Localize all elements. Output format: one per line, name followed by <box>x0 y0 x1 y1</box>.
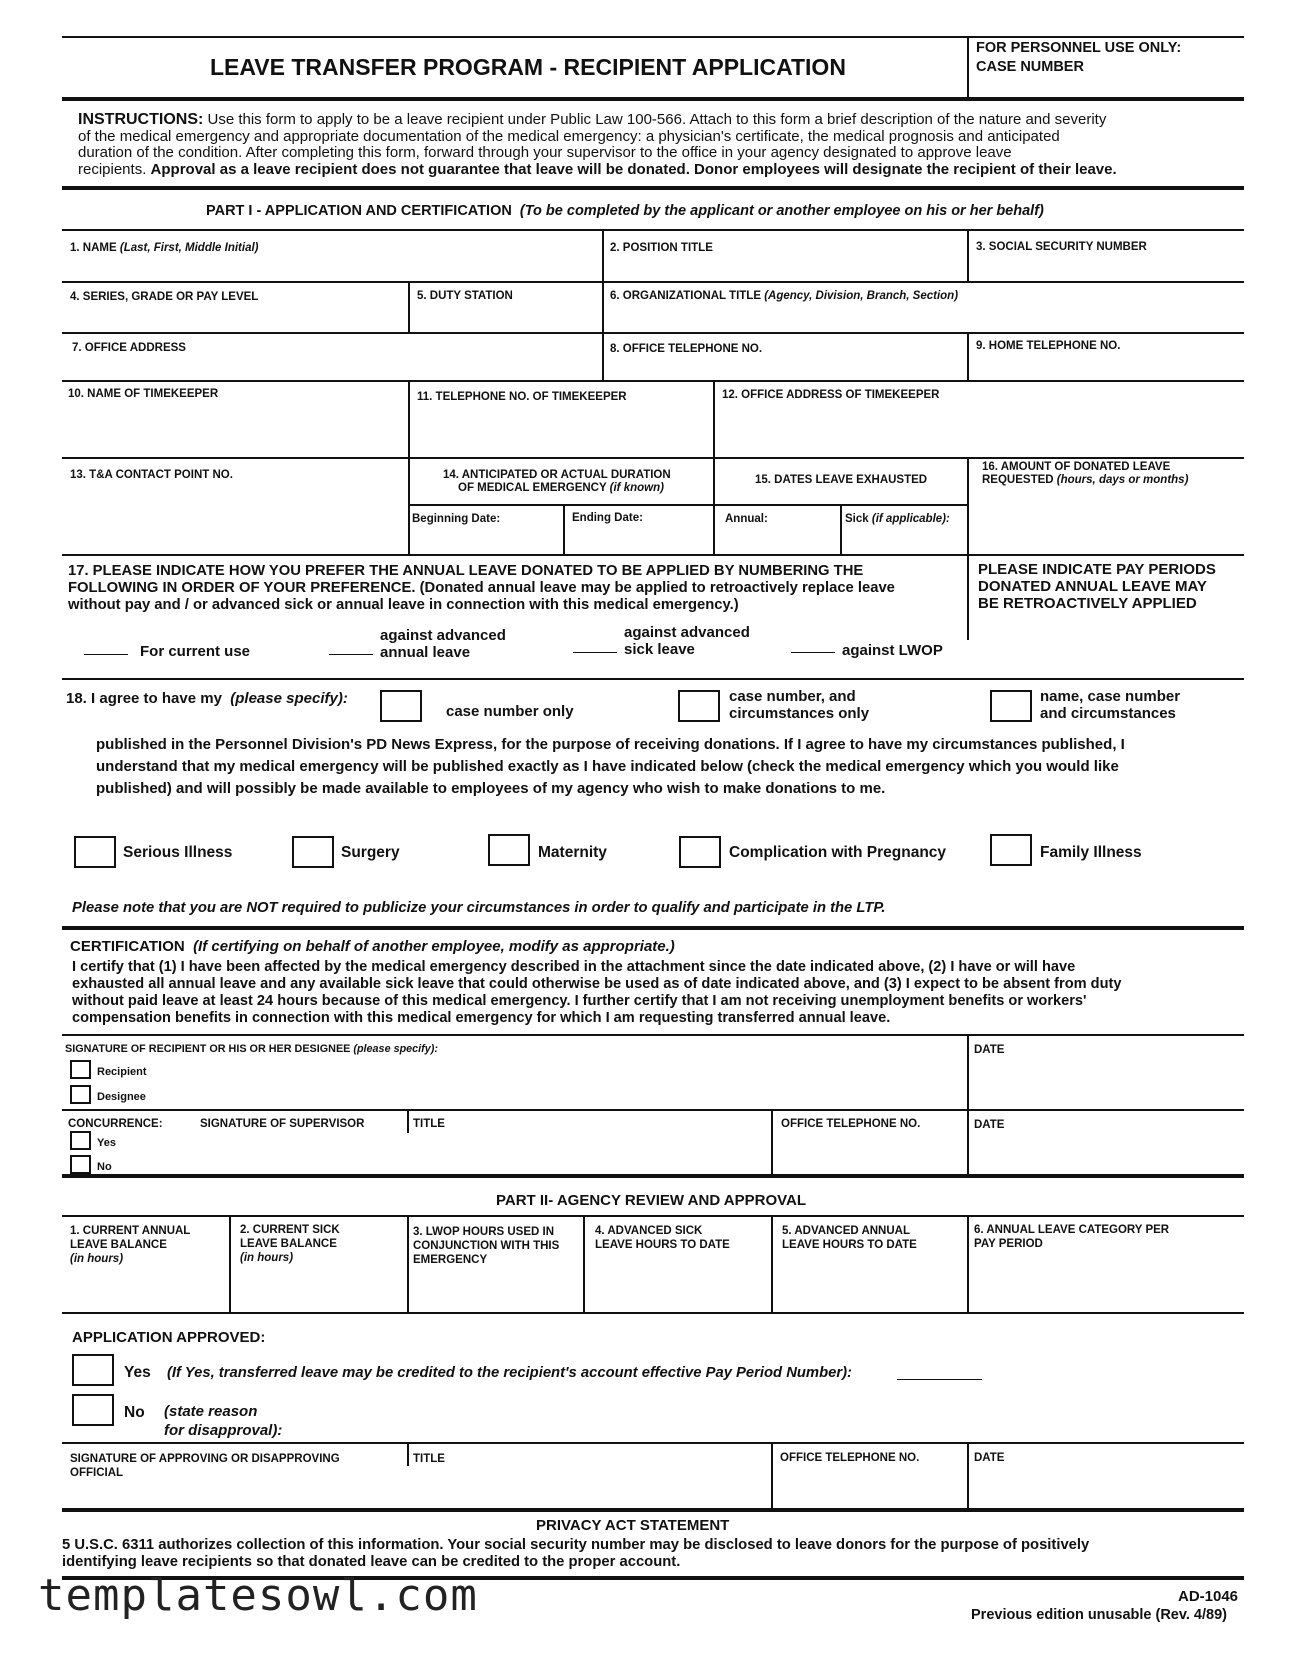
certification-title: CERTIFICATION (If certifying on behalf of another employee, modify as appropriate.) <box>70 938 675 955</box>
instructions-label: INSTRUCTIONS: <box>78 111 204 128</box>
concurrence-yes-label: Yes <box>97 1137 116 1149</box>
field-14-label-line1: 14. ANTICIPATED OR ACTUAL DURATION <box>443 469 671 481</box>
sick-label: Sick (if applicable): <box>845 513 950 525</box>
divider <box>407 1215 409 1313</box>
approving-title-label: TITLE <box>413 1453 445 1465</box>
divider <box>967 332 969 381</box>
annual-exhausted-field[interactable] <box>718 528 836 550</box>
disapproval-reason-label: (state reason for disapproval): <box>164 1403 283 1439</box>
supervisor-date-field[interactable] <box>976 1136 1238 1170</box>
row-rule <box>62 1109 1244 1111</box>
part2-col5-label: 5. ADVANCED ANNUAL LEAVE HOURS TO DATE <box>782 1225 917 1251</box>
row-rule <box>408 504 967 506</box>
cert-line3: without paid leave at least 24 hours because of this medical emergency. I further certify that I am not receiving unemployment benefits or workers' <box>72 993 1087 1009</box>
option-advanced-annual: against advanced annual leave <box>380 627 506 661</box>
instructions-line1: Use this form to apply to be a leave recipient under Public Law 100-566. Attach to this form a brief description of the nature and severity <box>207 111 1107 128</box>
recipient-checkbox[interactable] <box>70 1060 91 1079</box>
item18-lead: 18. I agree to have my (please specify): <box>66 690 348 707</box>
item18-para1: published in the Personnel Division's PD News Express, for the purpose of receiving donations. If I agree to have my circumstances published, I <box>96 736 1125 753</box>
field-10-label: 10. NAME OF TIMEKEEPER <box>68 388 219 400</box>
instructions-line4a: recipients. <box>78 160 147 178</box>
concurrence-label: CONCURRENCE: <box>68 1118 163 1130</box>
ending-date-field[interactable] <box>568 528 710 550</box>
privacy-line1: 5 U.S.C. 6311 authorizes collection of this information. Your social security number may be disclosed to leave donors for the purpose of positively <box>62 1537 1090 1553</box>
ssn-field[interactable] <box>978 256 1238 278</box>
case-number-label: CASE NUMBER <box>976 59 1084 75</box>
item18-para2: understand that my medical emergency will be published exactly as I have indicated below (check the medical emergency which you would like <box>96 758 1119 775</box>
advanced-sick-field[interactable] <box>592 1268 766 1308</box>
row-rule <box>62 457 1244 459</box>
family-illness-label: Family Illness <box>1040 844 1142 861</box>
divider <box>967 1034 969 1175</box>
concurrence-no-label: No <box>97 1161 112 1173</box>
supervisor-date-label: DATE <box>974 1119 1005 1131</box>
instructions-bottom-rule <box>62 186 1244 190</box>
part2-col1-label: 1. CURRENT ANNUAL LEAVE BALANCE (in hours) <box>70 1225 191 1265</box>
home-telephone-field[interactable] <box>978 356 1238 378</box>
lwop-blank[interactable] <box>791 652 835 653</box>
divider <box>407 1111 409 1133</box>
concurrence-yes-checkbox[interactable] <box>70 1131 91 1150</box>
section-rule <box>62 926 1244 930</box>
option-advanced-sick: against advanced sick leave <box>624 624 750 658</box>
item17-line2: FOLLOWING IN ORDER OF YOUR PREFERENCE. (Donated annual leave may be applied to retroactively replace leave <box>68 580 895 596</box>
ta-contact-field[interactable] <box>72 485 402 549</box>
header-divider <box>967 36 969 98</box>
pay-line1: PLEASE INDICATE PAY PERIODS <box>978 561 1216 578</box>
field-13-label: 13. T&A CONTACT POINT NO. <box>70 469 233 481</box>
position-title-field[interactable] <box>612 256 957 278</box>
donated-leave-amount-field[interactable] <box>978 490 1238 550</box>
surgery-checkbox[interactable] <box>292 836 334 868</box>
advanced-annual-blank[interactable] <box>329 654 373 655</box>
organizational-title-field[interactable] <box>612 305 1232 327</box>
divider <box>602 229 604 282</box>
divider <box>967 554 969 640</box>
annual-balance-field[interactable] <box>70 1268 222 1308</box>
name-case-circumstances-label: name, case number and circumstances <box>1040 688 1181 722</box>
series-grade-field[interactable] <box>72 305 402 327</box>
privacy-line2: identifying leave recipients so that donated leave can be credited to the proper account. <box>62 1554 681 1570</box>
divider <box>563 504 565 555</box>
divider <box>713 380 715 555</box>
divider <box>771 1442 773 1509</box>
option-current-use: For current use <box>140 643 251 660</box>
watermark: templatesowl.com <box>38 1570 478 1621</box>
field-4-label: 4. SERIES, GRADE OR PAY LEVEL <box>70 291 259 303</box>
divider <box>967 1442 969 1509</box>
row-rule <box>62 1215 1244 1217</box>
name-field[interactable] <box>72 256 592 278</box>
divider <box>408 380 410 555</box>
field-11-label: 11. TELEPHONE NO. OF TIMEKEEPER <box>417 391 627 403</box>
case-number-circumstances-checkbox[interactable] <box>678 690 720 722</box>
personnel-use-label: FOR PERSONNEL USE ONLY: <box>976 40 1182 56</box>
approved-yes-label: Yes <box>124 1364 151 1381</box>
lwop-hours-field[interactable] <box>414 1268 578 1308</box>
section-rule <box>62 1174 1244 1178</box>
advanced-sick-blank[interactable] <box>573 652 617 653</box>
option-lwop: against LWOP <box>842 642 943 659</box>
part1-header-rule <box>62 229 1244 231</box>
recipient-signature-label: SIGNATURE OF RECIPIENT OR HIS OR HER DESIGNEE (please specify): <box>65 1043 438 1055</box>
office-telephone-field[interactable] <box>612 356 957 378</box>
part2-title: PART II- AGENCY REVIEW AND APPROVAL <box>496 1192 807 1209</box>
item17-line1: 17. PLEASE INDICATE HOW YOU PREFER THE ANNUAL LEAVE DONATED TO BE APPLIED BY NUMBERING THE <box>68 563 864 579</box>
divider <box>967 1215 969 1313</box>
instructions-line3: duration of the condition. After completing this form, forward through your supervisor to the office in your agency designated to approve leave <box>78 144 1012 161</box>
sick-exhausted-field[interactable] <box>846 528 962 550</box>
duty-station-field[interactable] <box>418 305 596 327</box>
supervisor-signature-field[interactable] <box>200 1136 400 1170</box>
designee-checkbox[interactable] <box>70 1085 91 1104</box>
field-12-label: 12. OFFICE ADDRESS OF TIMEKEEPER <box>722 389 940 401</box>
approved-no-label: No <box>124 1404 145 1421</box>
approving-title-field[interactable] <box>413 1476 765 1504</box>
case-number-only-label: case number only <box>446 703 574 720</box>
divider <box>967 229 969 282</box>
instructions-line2: of the medical emergency and appropriate documentation of the medical emergency: a physician's certificate, the medical prognosis and anticipated <box>78 127 1060 145</box>
row-rule <box>62 281 1244 283</box>
pay-periods-label <box>978 561 1216 612</box>
cert-line4: compensation benefits in connection with this medical emergency for which I am requesting transferred annual leave. <box>72 1010 891 1026</box>
part2-col6-label: 6. ANNUAL LEAVE CATEGORY PER PAY PERIOD <box>974 1224 1170 1250</box>
approving-date-field[interactable] <box>976 1476 1238 1504</box>
divider <box>407 1444 409 1466</box>
timekeeper-telephone-field[interactable] <box>418 404 706 452</box>
approved-yes-checkbox[interactable] <box>72 1354 114 1386</box>
item17-line3: without pay and / or advanced sick or annual leave in connection with this medical emergency.) <box>68 597 739 613</box>
row-rule <box>62 678 1244 680</box>
field-1-label: 1. NAME (Last, First, Middle Initial) <box>70 242 259 254</box>
family-illness-checkbox[interactable] <box>990 834 1032 866</box>
item17-text <box>68 563 895 614</box>
disapproval-reason-field[interactable] <box>300 1400 1230 1436</box>
header-bottom-rule <box>62 97 1244 101</box>
serious-illness-label: Serious Illness <box>123 844 233 861</box>
ending-date-label: Ending Date: <box>572 512 643 524</box>
leave-category-field[interactable] <box>976 1268 1238 1308</box>
row-rule <box>62 380 1244 382</box>
top-rule <box>62 36 1244 38</box>
row-rule <box>62 332 1244 334</box>
supervisor-title-label: TITLE <box>413 1118 445 1130</box>
pay-period-number-field[interactable] <box>897 1379 982 1380</box>
divider <box>583 1215 585 1313</box>
field-14-label-line2: OF MEDICAL EMERGENCY (if known) <box>458 482 664 494</box>
divider <box>967 457 969 555</box>
case-number-circumstances-label: case number, and circumstances only <box>729 688 870 722</box>
recipient-label: Recipient <box>97 1066 147 1078</box>
serious-illness-checkbox[interactable] <box>74 836 116 868</box>
instructions <box>78 112 1117 178</box>
field-16-label-line2: REQUESTED (hours, days or months) <box>982 474 1189 486</box>
field-16-label-line1: 16. AMOUNT OF DONATED LEAVE <box>982 461 1171 473</box>
instructions-approval-note: Approval as a leave recipient does not guarantee that leave will be donated. Donor employees will designate the recipient of their leave. <box>150 160 1117 178</box>
divider <box>408 281 410 332</box>
certification-text <box>72 959 1121 1027</box>
sick-balance-field[interactable] <box>238 1268 402 1308</box>
pay-line2: DONATED ANNUAL LEAVE MAY <box>978 578 1207 595</box>
part2-col4-label: 4. ADVANCED SICK LEAVE HOURS TO DATE <box>595 1225 730 1251</box>
field-7-label: 7. OFFICE ADDRESS <box>72 342 186 354</box>
annual-label: Annual: <box>725 513 768 525</box>
approving-date-label: DATE <box>974 1452 1005 1464</box>
part2-col3-label: 3. LWOP HOURS USED IN CONJUNCTION WITH THIS EMERGENCY <box>413 1226 560 1266</box>
supervisor-telephone-label: OFFICE TELEPHONE NO. <box>781 1118 921 1130</box>
supervisor-title-field[interactable] <box>413 1136 765 1170</box>
row-rule <box>62 1312 1244 1314</box>
beginning-date-field[interactable] <box>412 528 560 550</box>
publicize-note: Please note that you are NOT required to publicize your circumstances in order to qualify and participate in the LTP. <box>72 900 886 916</box>
timekeeper-address-field[interactable] <box>724 404 1236 452</box>
approved-no-checkbox[interactable] <box>72 1394 114 1426</box>
field-6-label: 6. ORGANIZATIONAL TITLE (Agency, Division, Branch, Section) <box>610 290 959 302</box>
pay-line3: BE RETROACTIVELY APPLIED <box>978 595 1197 612</box>
form-title: LEAVE TRANSFER PROGRAM - RECIPIENT APPLICATION <box>210 54 846 80</box>
recipient-signature-field[interactable] <box>200 1058 960 1104</box>
cert-line1: I certify that (1) I have been affected by the medical emergency described in the attachment since the date indicated above, (2) I have or will have <box>72 959 1076 975</box>
approved-yes-hint: (If Yes, transferred leave may be credited to the recipient's account effective Pay Period Number): <box>167 1365 852 1381</box>
field-5-label: 5. DUTY STATION <box>417 290 513 302</box>
cert-line2: exhausted all annual leave and any available sick leave that could otherwise be used as of date indicated above, and (3) I expect to be absent from duty <box>72 976 1122 992</box>
maternity-checkbox[interactable] <box>488 834 530 866</box>
current-use-blank[interactable] <box>84 654 128 655</box>
complication-pregnancy-checkbox[interactable] <box>679 836 721 868</box>
beginning-date-label: Beginning Date: <box>412 513 501 525</box>
maternity-label: Maternity <box>538 844 607 861</box>
recipient-date-label: DATE <box>974 1044 1005 1056</box>
designee-label: Designee <box>97 1091 146 1103</box>
row-rule <box>62 554 1244 556</box>
case-number-only-checkbox[interactable] <box>380 690 422 722</box>
form-number: AD-1046 <box>1178 1588 1239 1605</box>
divider <box>840 504 842 555</box>
item18-para3: published) and will possibly be made available to employees of my agency who wish to make donations to me. <box>96 780 886 797</box>
field-15-label: 15. DATES LEAVE EXHAUSTED <box>755 474 928 486</box>
recipient-date-field[interactable] <box>976 1058 1238 1104</box>
supervisor-signature-label: SIGNATURE OF SUPERVISOR <box>200 1118 365 1130</box>
divider <box>602 281 604 381</box>
divider <box>771 1215 773 1313</box>
name-case-circumstances-checkbox[interactable] <box>990 690 1032 722</box>
part1-subtitle: (To be completed by the applicant or another employee on his or her behalf) <box>519 203 1044 219</box>
privacy-text <box>62 1537 1089 1571</box>
advanced-annual-field[interactable] <box>780 1268 962 1308</box>
row-rule <box>62 1442 1244 1444</box>
timekeeper-name-field[interactable] <box>72 404 402 452</box>
office-address-field[interactable] <box>72 356 592 378</box>
approving-signature-field[interactable] <box>70 1476 400 1504</box>
divider <box>771 1109 773 1175</box>
privacy-title: PRIVACY ACT STATEMENT <box>536 1517 730 1534</box>
surgery-label: Surgery <box>341 844 400 861</box>
approving-telephone-label: OFFICE TELEPHONE NO. <box>780 1452 920 1464</box>
field-3-label: 3. SOCIAL SECURITY NUMBER <box>976 241 1147 253</box>
part1-header <box>206 203 1044 219</box>
section-rule <box>62 1508 1244 1512</box>
approving-telephone-field[interactable] <box>780 1476 962 1504</box>
part2-col2-label: 2. CURRENT SICK LEAVE BALANCE (in hours) <box>240 1224 340 1264</box>
edition-note: Previous edition unusable (Rev. 4/89) <box>971 1607 1227 1623</box>
item18-paragraph <box>96 734 1125 800</box>
application-approved-label: APPLICATION APPROVED: <box>72 1329 266 1346</box>
part1-title: PART I - APPLICATION AND CERTIFICATION <box>206 203 512 219</box>
divider <box>229 1215 231 1313</box>
field-8-label: 8. OFFICE TELEPHONE NO. <box>610 343 763 355</box>
field-9-label: 9. HOME TELEPHONE NO. <box>976 340 1121 352</box>
complication-pregnancy-label: Complication with Pregnancy <box>729 844 947 861</box>
concurrence-no-checkbox[interactable] <box>70 1155 91 1174</box>
supervisor-telephone-field[interactable] <box>780 1136 962 1170</box>
field-2-label: 2. POSITION TITLE <box>610 242 713 254</box>
row-rule <box>62 1034 1244 1036</box>
approving-official-label: SIGNATURE OF APPROVING OR DISAPPROVING OFFICIAL <box>70 1453 340 1479</box>
